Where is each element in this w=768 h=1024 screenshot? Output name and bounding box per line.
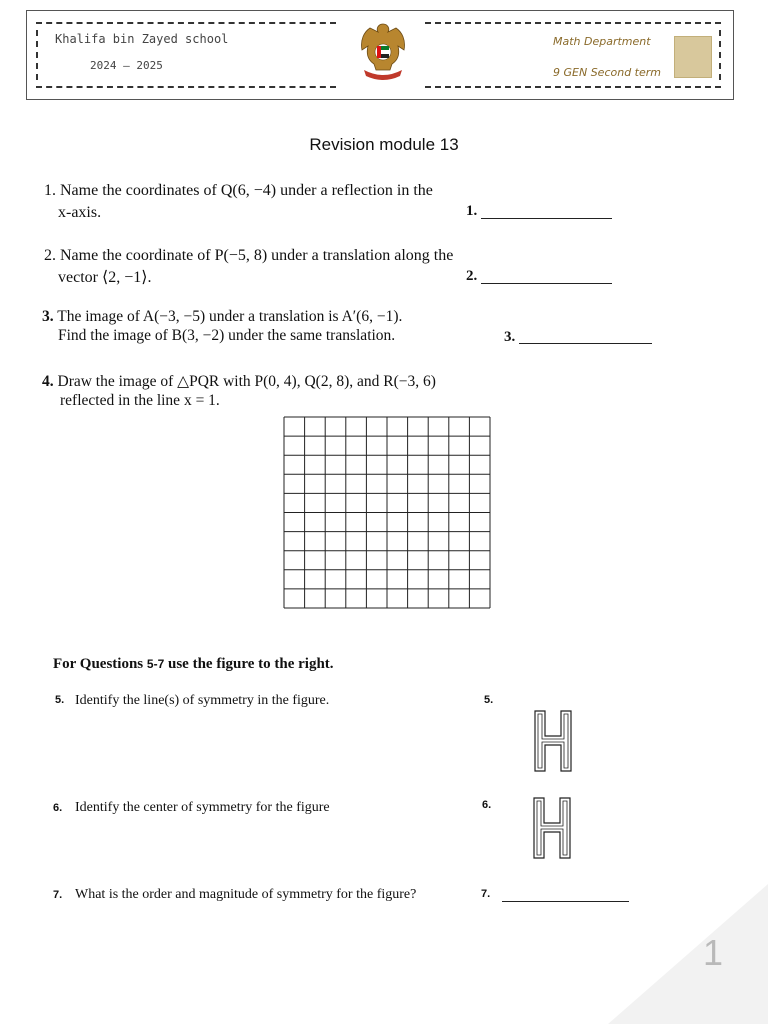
question-1 [44,181,433,200]
question-4-number: 4. [42,373,54,390]
question-2 [44,246,453,265]
page-corner-shade [548,884,768,1024]
answer-7-line[interactable] [502,901,629,902]
figure-intro [53,656,334,673]
letter-h-figure-6 [533,797,571,859]
answer-6-number: 6. [482,799,492,811]
page-number: 1 [703,932,724,973]
header-dash-right [719,30,721,80]
header-dash-bottom-right [425,86,721,88]
question-7-text: What is the order and magnitude of symmetry for the figure? [75,887,417,902]
header-dash-bottom-left [36,86,336,88]
question-1-line2: x-axis. [58,204,102,221]
question-5-number: 5. [55,694,65,706]
answer-2-line[interactable] [481,283,612,284]
question-3 [42,307,402,326]
header-dash-top-right [425,22,721,24]
question-4-line1: Draw the image of △PQR with P(0, 4), Q(2, 8), and R(−3, 6) [57,373,436,390]
answer-5-number: 5. [484,694,494,706]
question-7-number: 7. [53,889,63,901]
question-2-number: 2. [44,247,56,264]
answer-1-number: 1. [466,203,478,219]
question-2-line1: Name the coordinate of P(−5, 8) under a translation along the [60,247,454,264]
school-year: 2024 – 2025 [90,59,163,72]
figure-intro-range: 5-7 [146,657,165,671]
letter-h-figure-5 [534,710,572,772]
department-name: Math Department [553,35,651,48]
answer-3-line[interactable] [519,343,652,344]
figure-intro-suffix: use the figure to the right. [168,656,334,672]
page-title: Revision module 13 [309,135,459,154]
question-4-line2: reflected in the line x = 1. [60,392,220,409]
question-3-line2: Find the image of B(3, −2) under the same translation. [58,327,396,344]
question-1-number: 1. [44,182,56,199]
question-6-number: 6. [53,802,63,814]
answer-1-line[interactable] [481,218,612,219]
question-5-text: Identify the line(s) of symmetry in the figure. [75,693,330,708]
header-dash-left [36,30,38,80]
figure-intro-prefix: For Questions [53,656,144,672]
question-4 [42,372,436,391]
coordinate-grid[interactable] [283,416,491,609]
question-1-line1: Name the coordinates of Q(6, −4) under a reflection in the [60,182,433,199]
uae-emblem-logo [356,20,410,82]
stamp-image [674,36,712,78]
question-3-line1: The image of A(−3, −5) under a translation is A′(6, −1). [57,308,403,325]
question-6-text: Identify the center of symmetry for the figure [75,800,330,815]
term-label: 9 GEN Second term [553,66,661,79]
header-dash-top-left [36,22,336,24]
question-3-number: 3. [42,308,54,325]
question-2-line2: vector ⟨2, −1⟩. [58,269,152,286]
answer-2-number: 2. [466,268,478,284]
school-name: Khalifa bin Zayed school [55,32,229,46]
answer-3-number: 3. [504,329,516,345]
answer-7-number: 7. [481,888,491,900]
